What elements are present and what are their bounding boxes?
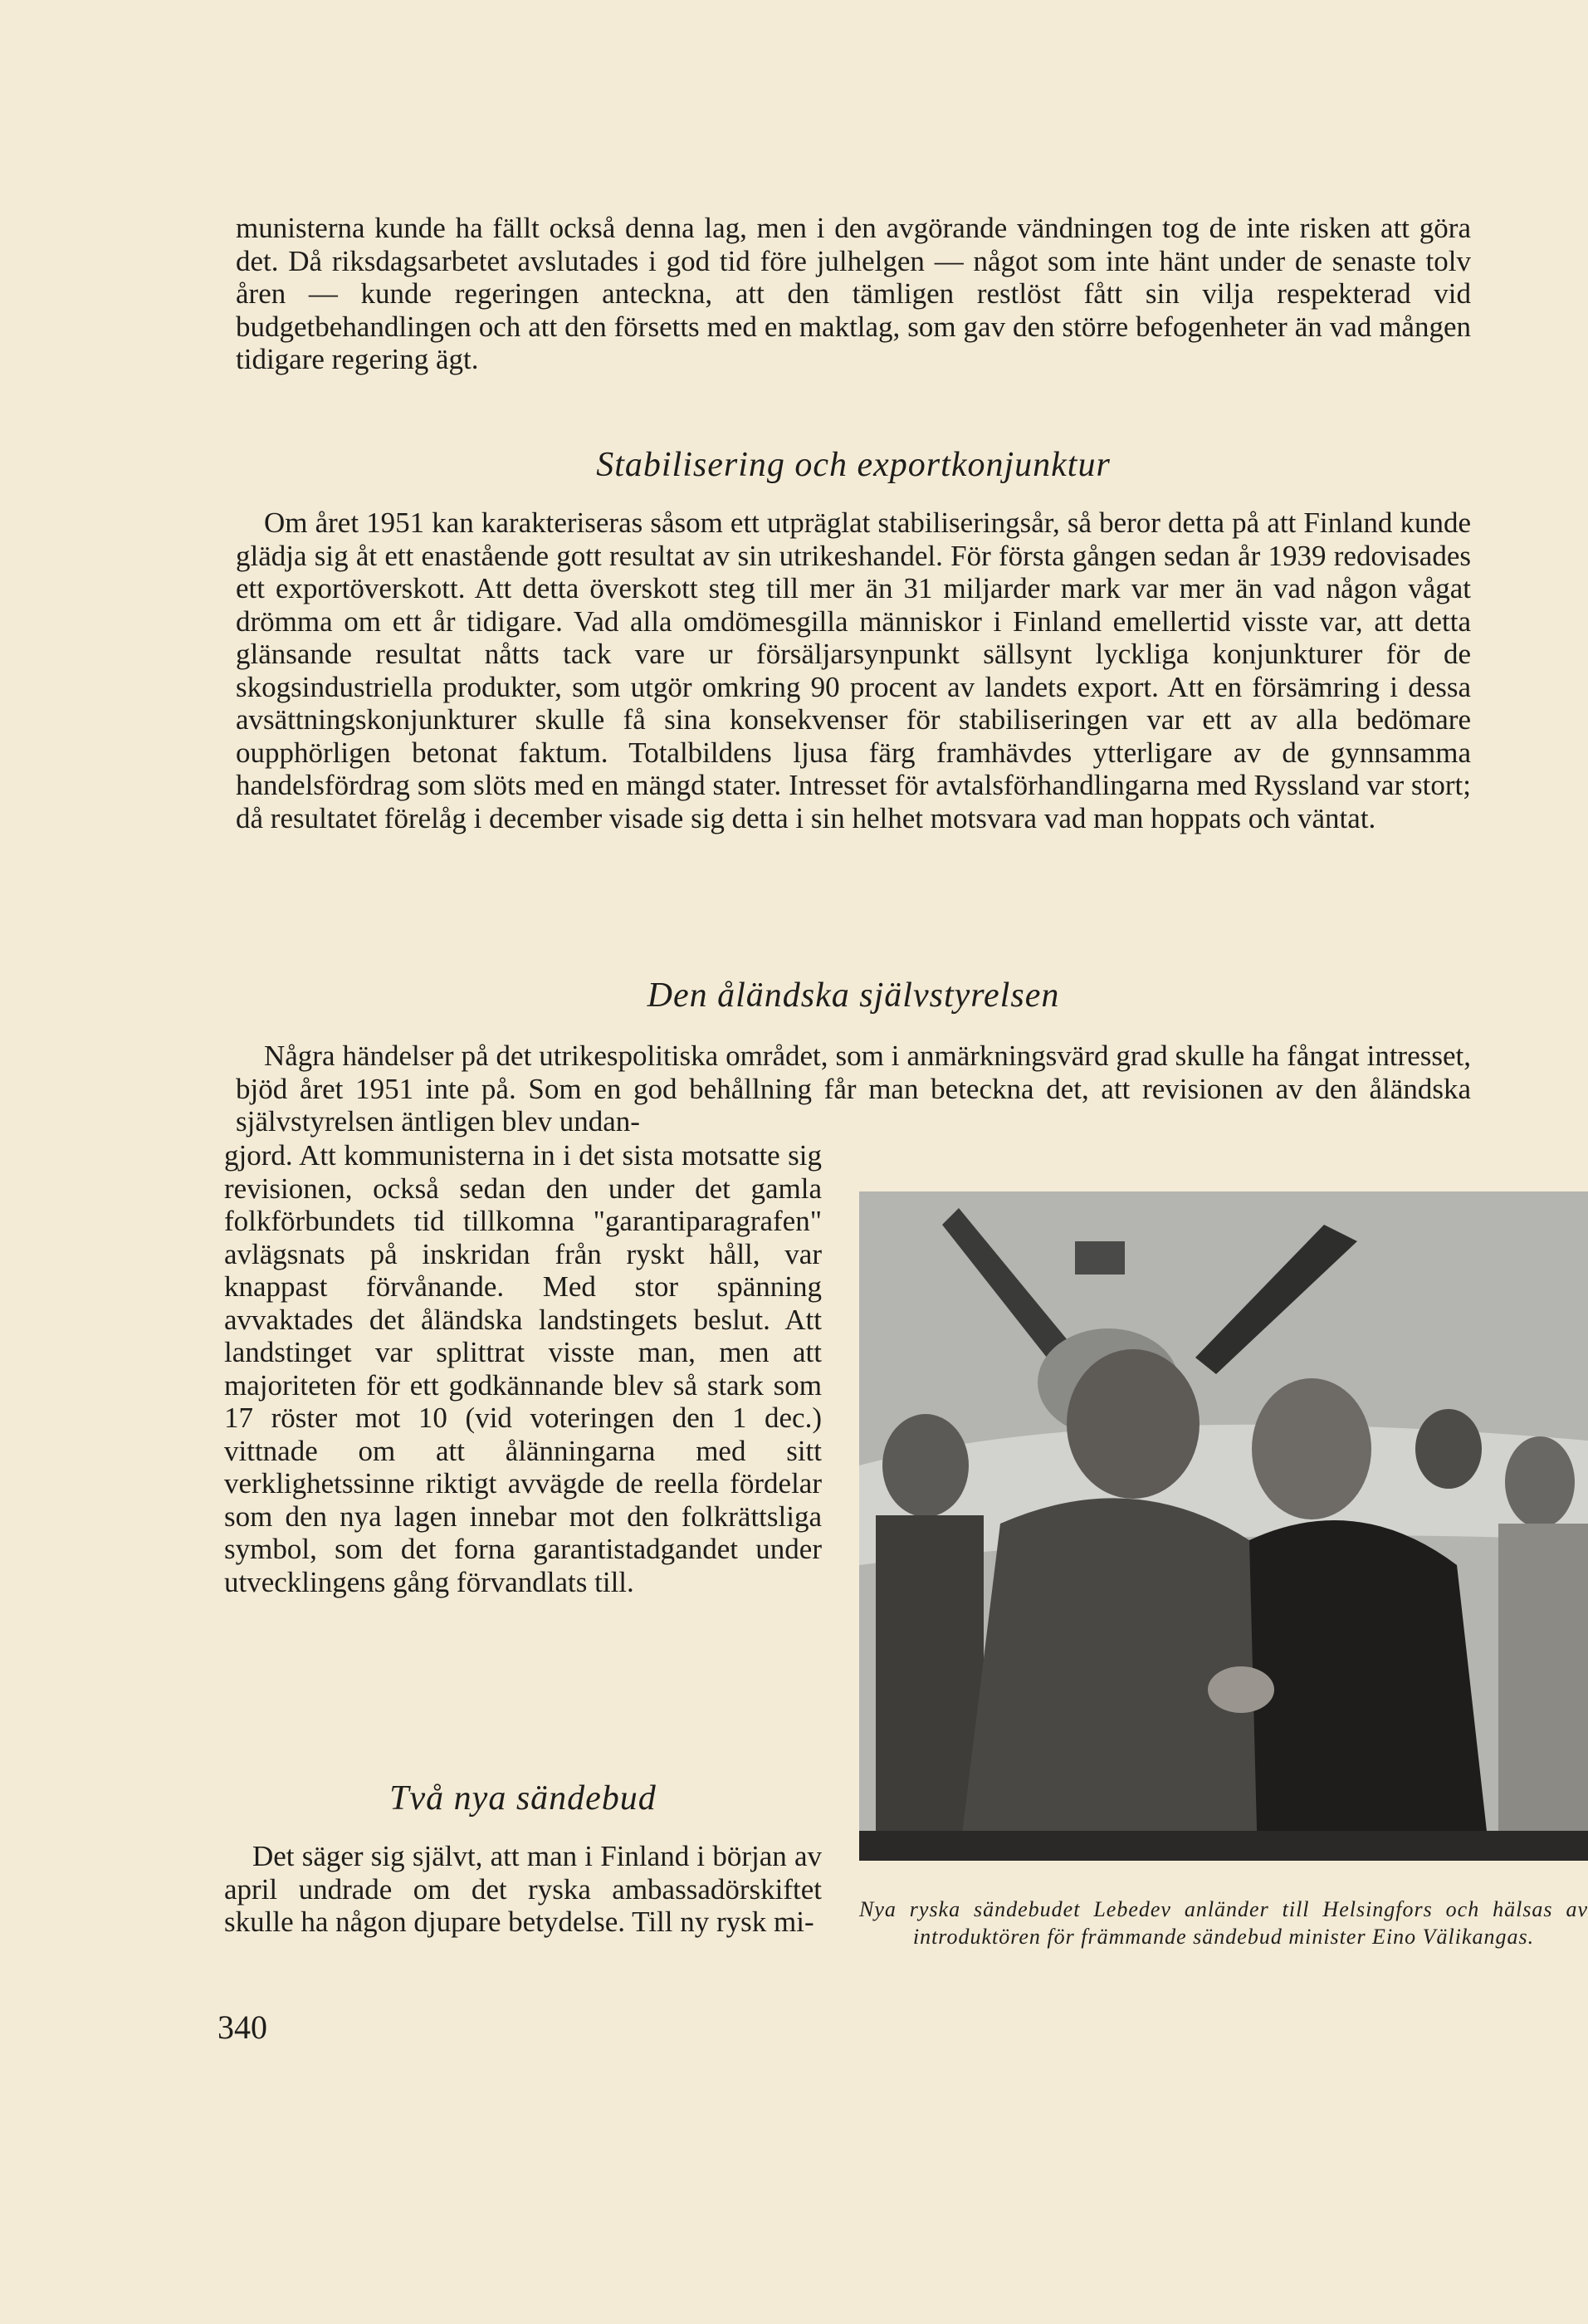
paragraph-sandebud	[224, 1840, 822, 1939]
paragraph-aland-column: gjord. Att kommunisterna in i det sista motsatte sig revisionen, också sedan den under det gamla folkförbundets tid tillkomna "garantiparagrafen" avlägsnats på inskridan från ryskt håll, var knappast förvånande. Med stor spänning avvaktades det åländska landstingets beslut. Att landstinget var splittrat visste man, men att majoriteten för ett godkännande blev så stark som 17 röster mot 10 (vid voteringen den 1 dec.) vittnade om att ålänningarna med sitt verklighetssinne riktigt avvägde de reella fördelar som den nya lagen innebar mot den folkrättsliga symbol, som det forna garantistadgandet under utvecklingens gång förvandlats till.	[224, 1139, 822, 1598]
paragraph-aland-full-width	[236, 1040, 1471, 1138]
news-photograph	[859, 1191, 1588, 1861]
paragraph-sandebud-text: Det säger sig självt, att man i Finland i början av april undrade om det ryska ambassadörskiftet skulle ha någon djupare betydelse. Till ny rysk mi-	[224, 1840, 822, 1938]
photo-illustration	[859, 1191, 1588, 1861]
section-heading-stabilisering: Stabilisering och exportkonjunktur	[596, 446, 1111, 484]
section-heading-aland: Den åländska självstyrelsen	[647, 976, 1060, 1015]
paragraph-aland-text: Några händelser på det utrikespolitiska området, som i anmärkningsvärd grad skulle ha fångat intresset, bjöd året 1951 inte på. Som en god behållning får man beteckna det, att revisionen av den åländska självstyrelsen äntligen blev undan-	[236, 1040, 1471, 1138]
section-heading-sandebud: Två nya sändebud	[389, 1779, 657, 1818]
paragraph-stabilisering-text: Om året 1951 kan karakteriseras såsom ett utpräglat stabiliseringsår, så beror detta på att Finland kunde glädja sig åt ett enastående gott resultat av sin utrikeshandel. För första gången sedan år 1939 redovisades ett exportöverskott. Att detta överskott steg till mer än 31 miljarder mark var mer än vad någon vågat drömma om ett år tidigare. Vad alla omdömesgilla människor i Finland emellertid visste var, att detta glänsande resultat nåtts tack vare ur försäljarsynpunkt sällsynt lyckliga konjunkturer för de skogsindustriella produkter, som utgör omkring 90 procent av landets export. Att en försämring i dessa avsättningskonjunkturer skulle få sina konsekvenser för stabiliseringen var ett av alla bedömare oupphörligen betonat faktum. Totalbildens ljusa färg framhävdes ytterligare av de gynnsamma handelsfördrag som slöts med en mängd stater. Intresset för avtalsförhandlingarna med Ryssland var stort; då resultatet förelåg i december visade sig detta i sin helhet motsvara vad man hoppats och väntat.	[236, 506, 1471, 834]
page-number: 340	[217, 2008, 267, 2046]
paragraph-stabilisering	[236, 506, 1471, 834]
paragraph-intro: munisterna kunde ha fällt också denna lag, men i den avgörande vändningen tog de inte risken att göra det. Då riksdagsarbetet avslutades i god tid före julhelgen — något som inte hänt under de senaste tolv åren — kunde regeringen anteckna, att den tämligen restlöst fått sin vilja respekterad vid budgetbehandlingen och att den försetts med en maktlag, som gav den större befogenheter än vad mången tidigare regering ägt.	[236, 212, 1471, 375]
photo-caption: Nya ryska sändebudet Lebedev anländer till Helsingfors och hälsas av introduktören för främmande sändebud minister Eino Välikangas.	[859, 1897, 1588, 1949]
